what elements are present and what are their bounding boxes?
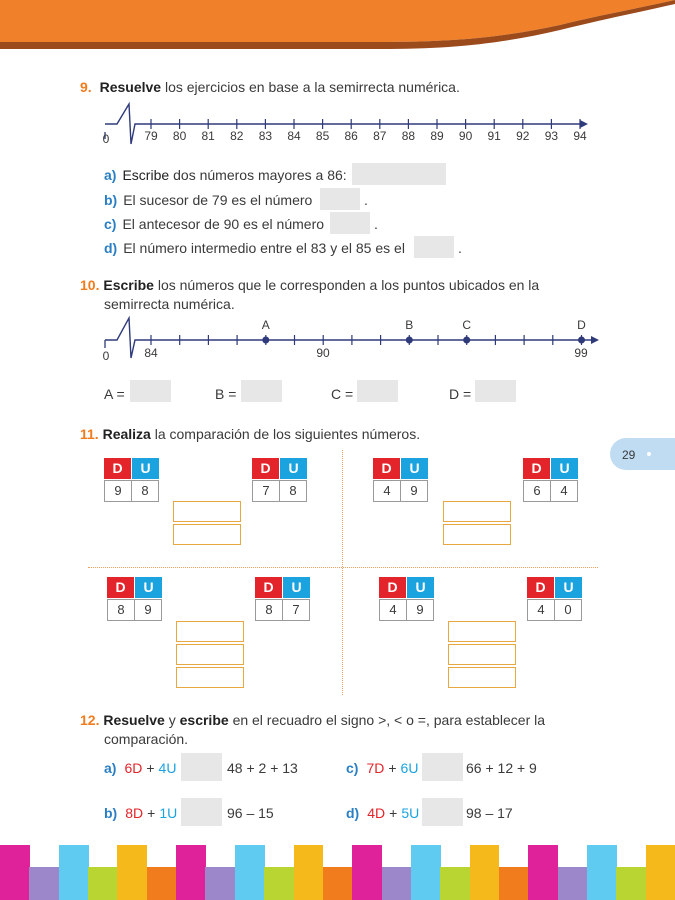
ex9-line-label: 85 [315,129,330,143]
ex9-item-label: c) [104,216,117,232]
ex9-line-label: 80 [172,129,187,143]
comparison-box[interactable] [448,644,516,665]
ex10-number-line [95,312,605,362]
page-number: 29 [622,448,636,462]
ex12-sign-box[interactable] [181,798,222,826]
footer-stripe [264,867,294,900]
ex10-answer-label: D = [449,386,472,402]
ex9-item-text: El número intermedio entre el 83 y el 85 es el [123,240,405,256]
du-header-d: D [252,458,279,479]
ex10-answer-label: A = [104,386,125,402]
footer-stripe [411,845,441,900]
ex11-number: 11. [80,426,99,442]
ex12-number: 12. [80,712,100,728]
du-header-u: U [132,458,159,479]
ex9-line-label: 83 [258,129,273,143]
ex12-item-expression: 48 + 2 + 13 [227,760,298,776]
ex9-item-text: dos números mayores a 86: [173,167,347,183]
ex9-line-label: 91 [487,129,501,143]
footer-stripe [88,867,118,900]
footer-stripe [528,845,558,900]
ex10-verb: Escribe [103,277,154,293]
du-header-u: U [283,577,310,598]
ex10-label-mid: 90 [316,346,330,360]
du-value-d: 8 [107,599,135,621]
comparison-box[interactable] [173,501,241,522]
comparison-box[interactable] [173,524,241,545]
ex12-item-plus: + [146,760,155,776]
ex9-item-label: b) [104,192,118,208]
comparison-box[interactable] [176,644,244,665]
footer-stripe [352,845,382,900]
page-tab-dot [647,452,651,456]
du-value-d: 7 [252,480,280,502]
ex10-label-start: 84 [144,346,158,360]
ex12-item [104,759,176,777]
footer-stripe [176,845,206,900]
ex10-point-label: D [577,318,586,332]
du-value-u: 9 [400,480,428,502]
footer-stripe [440,867,470,900]
ex10-label-end: 99 [574,346,588,360]
footer-stripe [147,867,177,900]
footer-stripes [0,845,675,900]
footer-stripe [616,867,646,900]
ex10-answer-label: B = [215,386,237,402]
ex9-line-label: 0 [102,132,110,146]
du-value-u: 0 [554,599,582,621]
ex10-text-1: los números que le corresponden a los puntos ubicados en la [157,277,540,293]
ex12-item [104,804,177,822]
ex9-instruction [80,78,460,96]
du-header-d: D [523,458,550,479]
ex10-answer-box[interactable] [241,380,282,402]
ex12-item-units: 4U [158,760,177,776]
ex10-answer-label: C = [331,386,354,402]
ex9-item-verb: Escribe [122,167,170,183]
du-value-u: 8 [279,480,307,502]
ex12-sign-box[interactable] [422,798,463,826]
ex9-line-label: 94 [573,129,587,143]
du-header-u: U [135,577,162,598]
ex9-item-period: . [364,192,368,208]
ex12-sign-box[interactable] [422,753,463,781]
ex11-text: la comparación de los siguientes números. [154,426,421,442]
ex10-point-label: A [261,318,270,332]
ex12-item-tens: 8D [125,805,144,821]
du-header-d: D [104,458,131,479]
ex10-answer-box[interactable] [357,380,398,402]
ex9-line-label: 90 [458,129,473,143]
ex12-item-label: c) [346,760,359,776]
du-header-u: U [551,458,578,479]
ex9-line-label: 81 [201,129,215,143]
ex9-text: los ejercicios en base a la semirrecta numérica. [164,79,460,95]
ex12-y: y [168,712,176,728]
ex10-label-zero: 0 [102,349,110,363]
footer-stripe [587,845,617,900]
du-header-u: U [401,458,428,479]
page-tab [610,438,675,470]
du-value-d: 8 [255,599,283,621]
comparison-box[interactable] [176,621,244,642]
ex9-line-label: 87 [373,129,387,143]
ex9-line-label: 86 [344,129,358,143]
ex9-item [104,166,347,184]
ex9-line-label: 93 [544,129,559,143]
du-value-u: 8 [131,480,159,502]
ex9-answer-box[interactable] [414,236,454,258]
footer-stripe [294,845,324,900]
du-value-d: 6 [523,480,551,502]
footer-stripe [235,845,265,900]
ex9-line-label: 84 [287,129,301,143]
ex12-item [346,759,418,777]
ex9-line-label: 89 [430,129,444,143]
ex9-item [104,239,405,257]
du-value-d: 4 [527,599,555,621]
ex10-answer-box[interactable] [475,380,516,402]
comparison-box[interactable] [448,621,516,642]
du-value-d: 4 [379,599,407,621]
ex9-verb: Resuelve [99,79,162,95]
du-value-d: 4 [373,480,401,502]
comparison-box[interactable] [176,667,244,688]
comparison-box[interactable] [443,524,511,545]
ex12-item-expression: 66 + 12 + 9 [466,760,537,776]
ex9-item-text: El antecesor de 90 es el número [122,216,325,232]
footer-stripe [29,867,59,900]
ex10-answer-box[interactable] [130,380,171,402]
ex10-point-label: B [405,318,414,332]
header-banner [0,0,675,60]
du-header-d: D [527,577,554,598]
ex10-point-d [578,337,585,344]
du-value-u: 4 [550,480,578,502]
footer-stripe [0,845,30,900]
footer-stripe [470,845,500,900]
ex10-instruction [80,276,539,294]
ex12-item-label: d) [346,805,360,821]
ex12-item-expression: 98 – 17 [466,805,513,821]
footer-stripe [205,867,235,900]
du-value-u: 7 [282,599,310,621]
ex12-instruction [80,711,545,729]
ex10-point-a [262,337,269,344]
du-header-u: U [280,458,307,479]
ex12-item-plus: + [147,805,156,821]
ex9-item [104,191,312,209]
ex10-text-2: semirrecta numérica. [104,296,235,312]
ex10-point-b [406,337,413,344]
ex12-text-2: comparación. [104,731,189,747]
ex12-item [346,804,419,822]
ex12-verb-2: escribe [179,712,229,728]
ex11-instruction [80,425,420,443]
ex9-answer-box[interactable] [320,188,360,210]
footer-stripe [646,845,675,900]
ex12-item-plus: + [388,760,397,776]
du-header-d: D [373,458,400,479]
du-header-d: D [107,577,134,598]
du-value-u: 9 [406,599,434,621]
ex9-line-label: 92 [516,129,530,143]
comparison-box[interactable] [443,501,511,522]
ex9-answer-box[interactable] [352,163,446,185]
ex9-item-period: . [458,240,462,256]
ex12-sign-box[interactable] [181,753,222,781]
ex9-item-period: . [374,216,378,232]
comparison-box[interactable] [448,667,516,688]
footer-stripe [499,867,529,900]
ex12-item-plus: + [389,805,398,821]
ex9-item [104,215,324,233]
ex12-item-label: a) [104,760,117,776]
footer-stripe [323,867,353,900]
du-header-u: U [555,577,582,598]
ex12-item-tens: 7D [366,760,385,776]
footer-stripe [117,845,147,900]
ex9-line-label: 82 [230,129,244,143]
ex12-verb-1: Resuelve [103,712,165,728]
ex12-item-label: b) [104,805,118,821]
du-value-u: 9 [134,599,162,621]
ex11-verb: Realiza [102,426,151,442]
ex12-item-tens: 6D [124,760,143,776]
ex9-answer-box[interactable] [330,212,370,234]
ex12-item-units: 1U [159,805,178,821]
ex11-divider-vertical [342,450,343,695]
ex12-item-units: 5U [401,805,420,821]
ex10-point-c [463,337,470,344]
ex9-number: 9. [80,79,92,95]
ex11-divider-horizontal [88,567,598,568]
ex12-text-1: en el recuadro el signo >, < o =, para establecer la [232,712,546,728]
footer-stripe [558,867,588,900]
ex10-number: 10. [80,277,100,293]
ex12-item-units: 6U [400,760,419,776]
footer-stripe [382,867,412,900]
ex9-line-label: 79 [144,129,158,143]
ex9-item-text: El sucesor de 79 es el número [123,192,313,208]
du-header-d: D [379,577,406,598]
ex12-item-tens: 4D [367,805,386,821]
ex9-item-label: a) [104,167,117,183]
ex12-item-expression: 96 – 15 [227,805,274,821]
footer-stripe [59,845,89,900]
ex9-item-label: d) [104,240,118,256]
du-header-d: D [255,577,282,598]
du-header-u: U [407,577,434,598]
du-value-d: 9 [104,480,132,502]
ex10-point-label: C [462,318,472,332]
ex9-line-label: 88 [401,129,416,143]
